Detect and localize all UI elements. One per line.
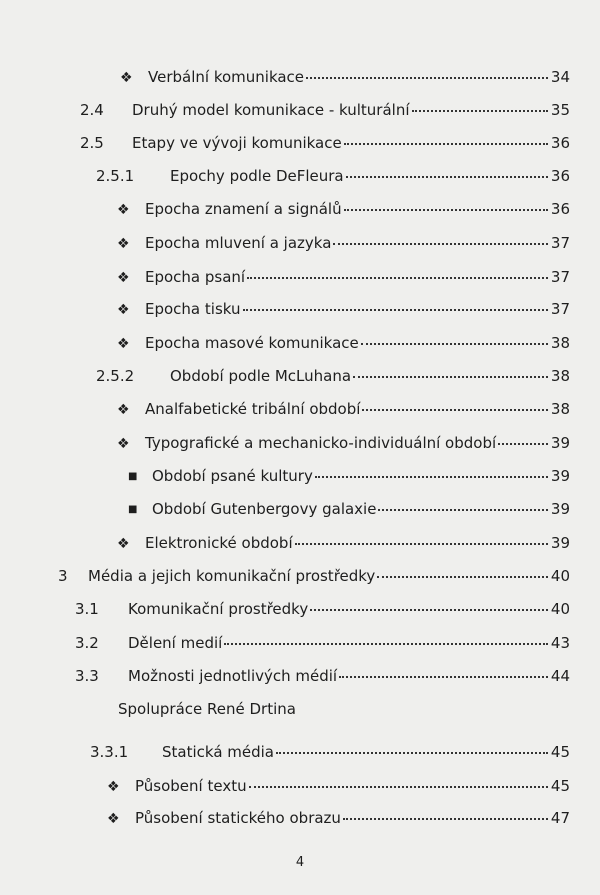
toc-entry-page: 39: [550, 534, 570, 552]
toc-entry-number: 2.5.2: [96, 367, 135, 385]
toc-entry-title: Statická média: [162, 743, 274, 761]
toc-entry-title: Etapy ve vývoji komunikace: [132, 134, 342, 152]
toc-entry: [117, 534, 570, 552]
diamond-bullet-icon: ❖: [107, 779, 120, 795]
diamond-bullet-icon: ❖: [117, 270, 130, 286]
toc-entry-title: Elektronické období: [145, 534, 293, 552]
dot-leader: [353, 376, 548, 378]
toc-entry: [117, 234, 570, 252]
toc-entry-number: 3.3: [75, 667, 99, 685]
toc-entry: [75, 600, 570, 618]
toc-entry-title: Období podle McLuhana: [170, 367, 352, 385]
toc-entry-page: 37: [550, 234, 570, 252]
toc-entry: [107, 809, 570, 827]
toc-entry-title: Typografické a mechanicko-individuální období: [145, 434, 497, 452]
toc-entry-page: 39: [550, 467, 570, 485]
toc-entry: [90, 743, 570, 761]
toc-entry: [96, 167, 570, 185]
diamond-bullet-icon: ❖: [117, 236, 130, 252]
toc-entry-title: Období psané kultury: [152, 467, 313, 485]
toc-entry-title: Období Gutenbergovy galaxie: [152, 500, 377, 518]
toc-entry-page: 40: [550, 600, 570, 618]
toc-entry-number: 2.5.1: [96, 167, 135, 185]
toc-entry: [120, 68, 570, 86]
toc-entry-page: 37: [550, 300, 570, 318]
toc-entry-title: Epocha tisku: [145, 300, 241, 318]
toc-entry-page: 38: [550, 400, 570, 418]
toc-entry-number: 2.4: [80, 101, 104, 119]
toc-entry-page: 47: [550, 809, 570, 827]
dot-leader: [344, 143, 548, 145]
toc-entry: [75, 634, 570, 652]
toc-entry: [117, 434, 570, 452]
dot-leader: [249, 786, 548, 788]
toc-entry-title: Epocha masové komunikace: [145, 334, 359, 352]
toc-entry-title: Analfabetické tribální období: [145, 400, 361, 418]
dot-leader: [346, 176, 548, 178]
dot-leader: [306, 77, 548, 79]
toc-entry: [107, 777, 570, 795]
toc-entry-title: Možnosti jednotlivých médií: [128, 667, 338, 685]
toc-entry-title: Působení textu: [135, 777, 247, 795]
toc-entry-number: 3.1: [75, 600, 99, 618]
toc-entry-title: Druhý model komunikace - kulturální: [132, 101, 410, 119]
toc-entry-title: Epocha znamení a signálů: [145, 200, 342, 218]
toc-entry: [128, 467, 570, 485]
square-bullet-icon: ■: [128, 504, 138, 515]
toc-entry-page: 38: [550, 334, 570, 352]
dot-leader: [378, 509, 548, 511]
toc-entry: [80, 134, 570, 152]
toc-entry-title: Epocha psaní: [145, 268, 246, 286]
toc-entry-page: 36: [550, 200, 570, 218]
toc-entry-number: 3.3.1: [90, 743, 129, 761]
toc-entry-page: 36: [550, 167, 570, 185]
dot-leader: [243, 309, 549, 311]
dot-leader: [310, 609, 548, 611]
diamond-bullet-icon: ❖: [117, 302, 130, 318]
toc-entry-page: 36: [550, 134, 570, 152]
toc-entry-page: 39: [550, 500, 570, 518]
dot-leader: [498, 443, 548, 445]
toc-entry: [96, 367, 570, 385]
dot-leader: [333, 243, 548, 245]
toc-entry: [117, 334, 570, 352]
square-bullet-icon: ■: [128, 471, 138, 482]
diamond-bullet-icon: ❖: [117, 536, 130, 552]
toc-entry: [75, 667, 570, 685]
toc-entry: [117, 200, 570, 218]
toc-entry-page: 44: [550, 667, 570, 685]
toc-entry: [58, 567, 570, 585]
diamond-bullet-icon: ❖: [117, 336, 130, 352]
diamond-bullet-icon: ❖: [117, 436, 130, 452]
diamond-bullet-icon: ❖: [120, 70, 133, 86]
toc-entry-page: 34: [550, 68, 570, 86]
toc-entry: [80, 101, 570, 119]
toc-entry: [117, 300, 570, 318]
toc-entry: [117, 268, 570, 286]
toc-entry-number: 3: [58, 567, 68, 585]
dot-leader: [295, 543, 548, 545]
dot-leader: [344, 209, 548, 211]
diamond-bullet-icon: ❖: [117, 402, 130, 418]
diamond-bullet-icon: ❖: [117, 202, 130, 218]
toc-entry-page: 43: [550, 634, 570, 652]
dot-leader: [362, 409, 548, 411]
toc-entry-number: 2.5: [80, 134, 104, 152]
dot-leader: [339, 676, 548, 678]
page-number: 4: [295, 855, 305, 870]
dot-leader: [247, 277, 548, 279]
toc-entry-title: Působení statického obrazu: [135, 809, 341, 827]
toc-entry-page: 39: [550, 434, 570, 452]
dot-leader: [276, 752, 548, 754]
toc-entry-page: 40: [550, 567, 570, 585]
toc-entry-title: Verbální komunikace: [148, 68, 305, 86]
toc-entry-number: 3.2: [75, 634, 99, 652]
toc-entry-page: 45: [550, 777, 570, 795]
diamond-bullet-icon: ❖: [107, 811, 120, 827]
dot-leader: [377, 576, 548, 578]
toc-entry-page: 45: [550, 743, 570, 761]
toc-continuation-text: Spolupráce René Drtina: [118, 700, 296, 718]
dot-leader: [315, 476, 548, 478]
toc-entry-page: 38: [550, 367, 570, 385]
dot-leader: [412, 110, 549, 112]
toc-entry-title: Epocha mluvení a jazyka: [145, 234, 332, 252]
toc-entry-title: Média a jejich komunikační prostředky: [88, 567, 376, 585]
toc-entry-page: 35: [550, 101, 570, 119]
toc-entry-title: Komunikační prostředky: [128, 600, 309, 618]
dot-leader: [361, 343, 548, 345]
toc-entry-title: Epochy podle DeFleura: [170, 167, 344, 185]
toc-entry-title: Dělení medií: [128, 634, 223, 652]
toc-entry-page: 37: [550, 268, 570, 286]
toc-entry: [128, 500, 570, 518]
dot-leader: [224, 643, 548, 645]
dot-leader: [343, 818, 548, 820]
toc-entry: [117, 400, 570, 418]
